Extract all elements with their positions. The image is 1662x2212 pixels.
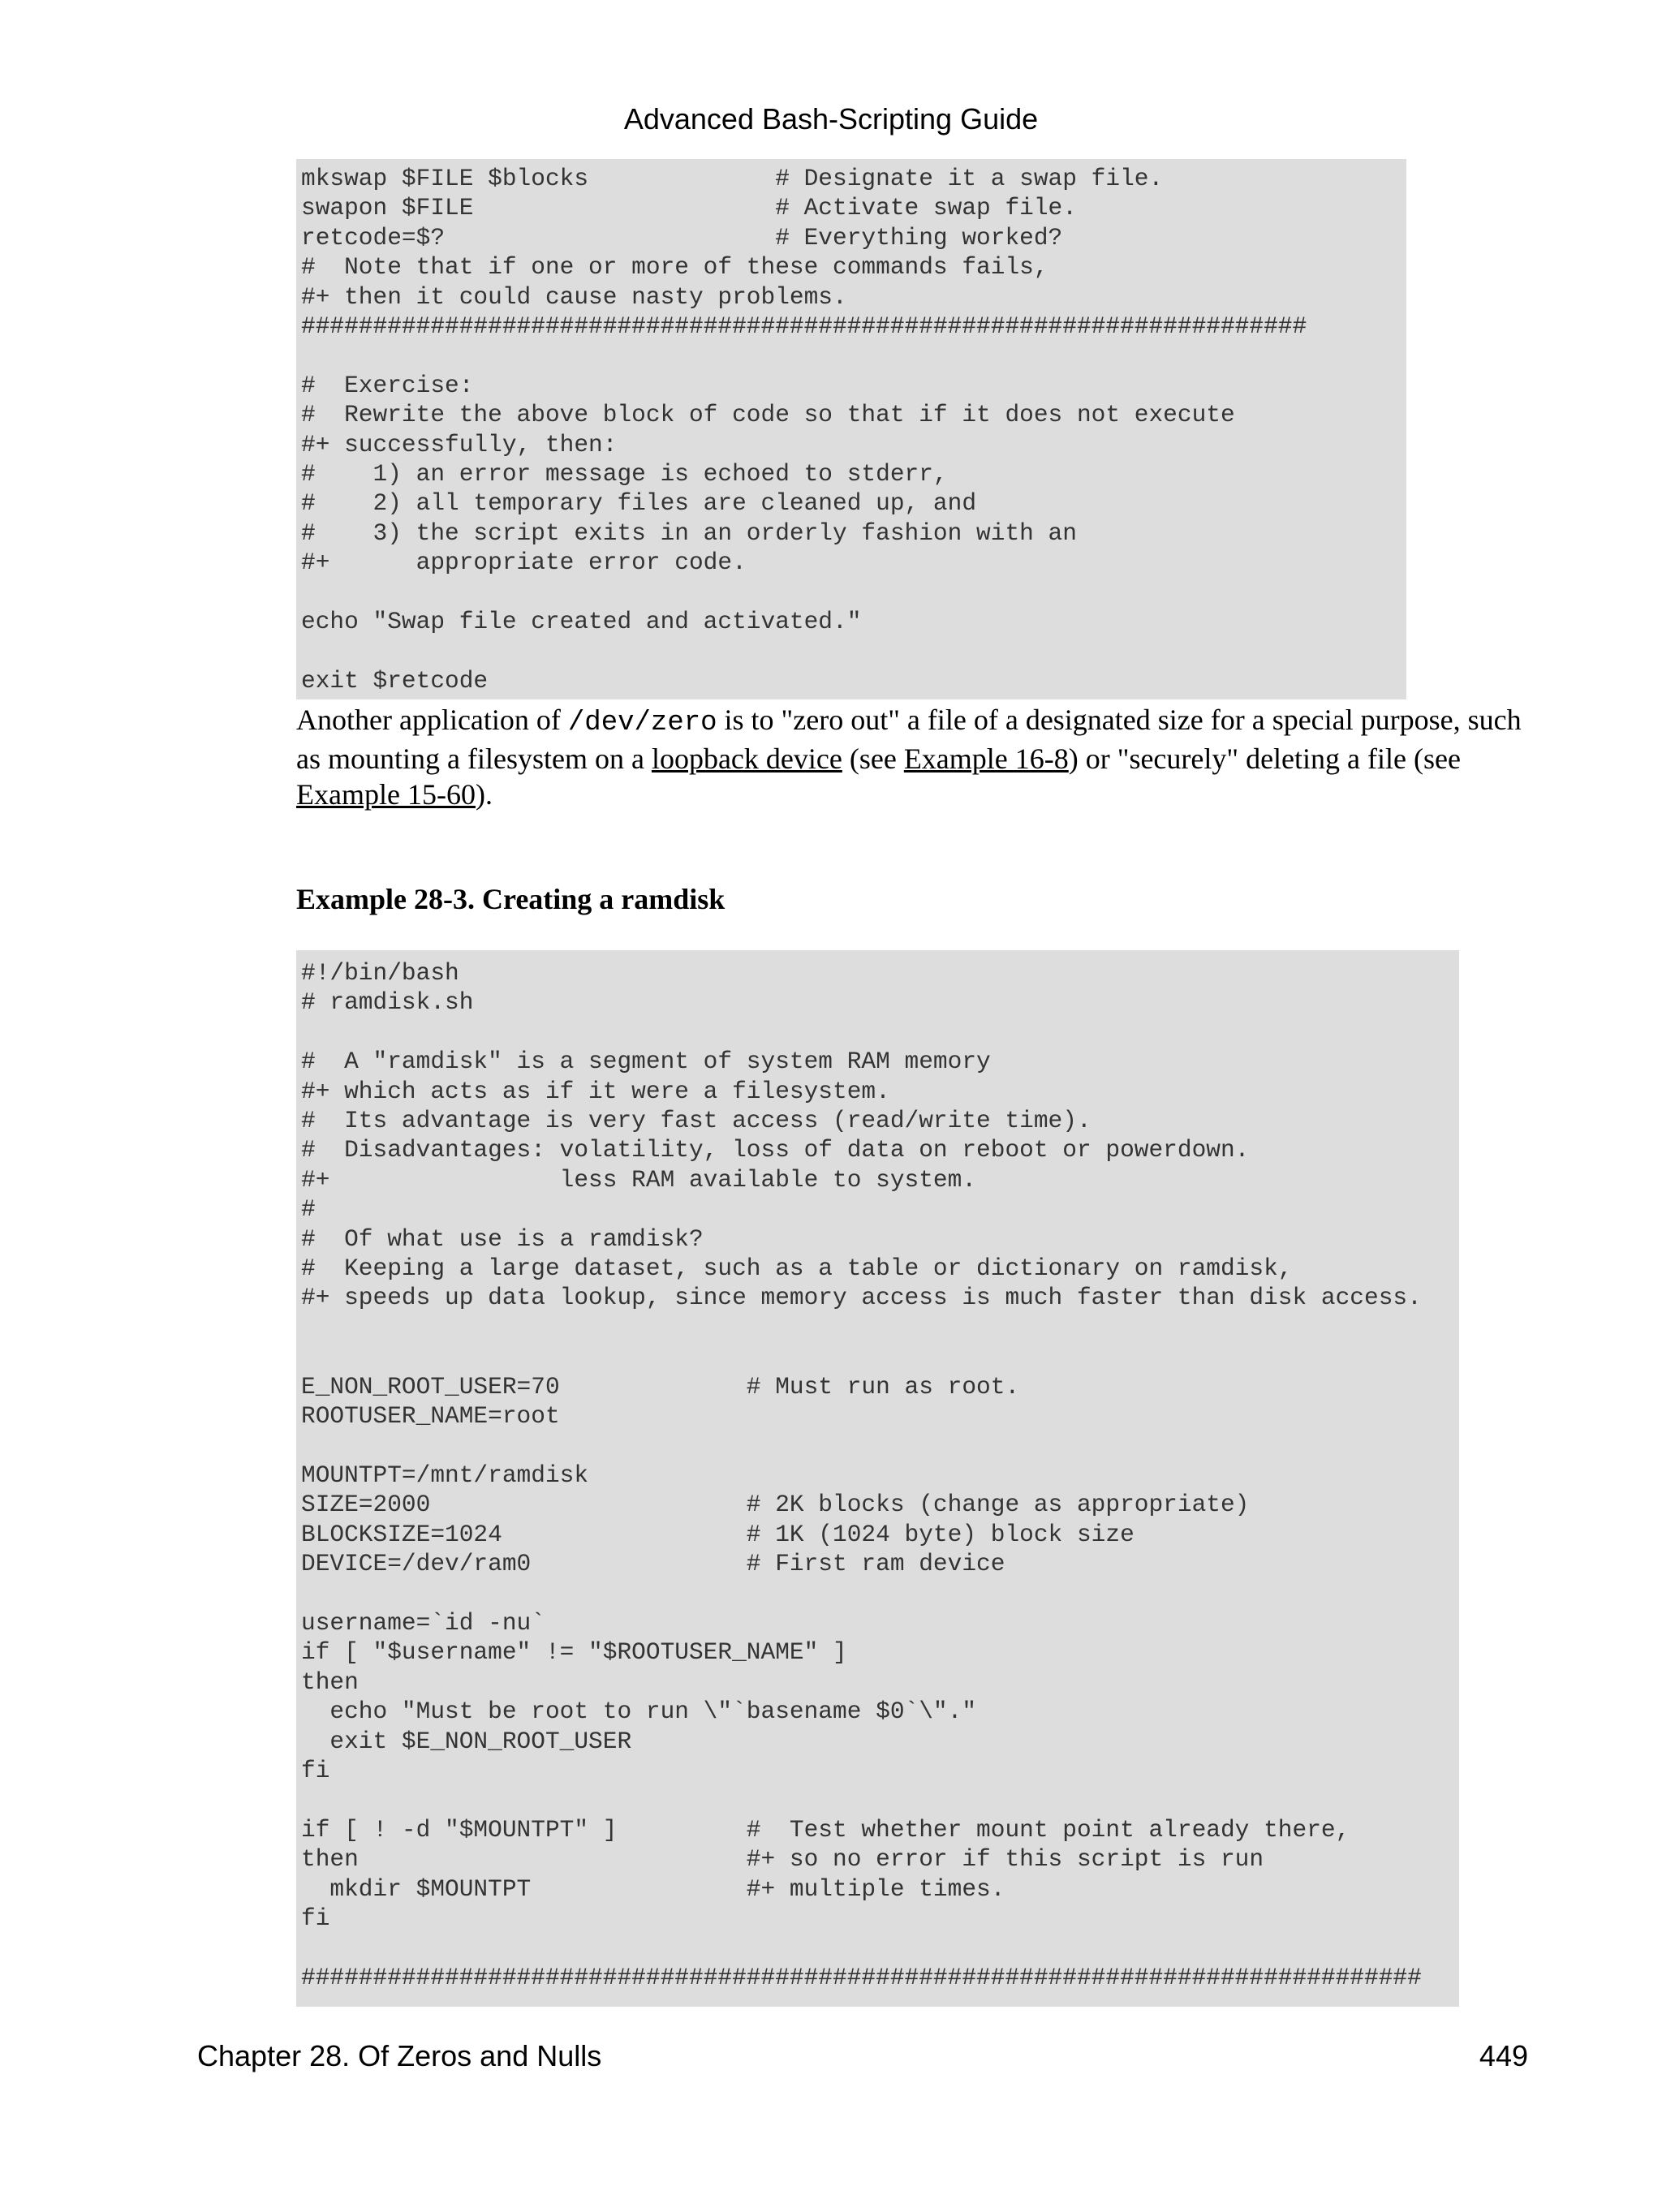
paragraph-text: ). [475,778,493,811]
inline-code-dev-zero: /dev/zero [567,708,717,738]
link-example-15-60[interactable]: Example 15-60 [296,778,476,811]
paragraph-text: (see [842,742,904,775]
example-title: Example 28-3. Creating a ramdisk [296,883,726,915]
paragraph-text: is to "zero out" a file of a designated size for a special purpose, such as mounting a filesystem on a [296,704,1522,775]
code-block-ramdisk: #!/bin/bash # ramdisk.sh # A "ramdisk" is a segment of system RAM memory #+ which acts as if it were a filesystem. # Its advantage is very fast access (read/write time). # Disadvantages: volatility, loss of data on reboot or powerdown. #+ less RAM available to system. # # Of what use is a ramdisk? # Keeping a large dataset, such as a table or dictionary on ramdisk, #+ speeds up data lookup, since memory access is much faster than disk access. E_NON_ROOT_USER=70 # Must run as root. ROOTUSER_NAME=root MOUNTPT=/mnt/ramdisk SIZE=2000 # 2K blocks (change as appropriate) BLOCKSIZE=1024 # 1K (1024 byte) block size DEVICE=/dev/ram0 # First ram device username=`id -nu` if [ "$username" != "$ROOTUSER_NAME" ] then echo "Must be root to run \"`basename $0`\"." exit $E_NON_ROOT_USER fi if [ ! -d "$MOUNTPT" ] # Test whether mount point already there, then #+ so no error if this script is run mkdir $MOUNTPT #+ multiple times. fi ############################################################################## [296,950,1459,2007]
body-paragraph [296,702,1522,812]
paragraph-text: ) or "securely" deleting a file (see [1068,742,1461,775]
link-example-16-8[interactable]: Example 16-8 [903,742,1069,775]
code-block-swapfile: mkswap $FILE $blocks # Designate it a swap file. swapon $FILE # Activate swap file. retcode=$? # Everything worked? # Note that if one or more of these commands fails, #+ then it could cause nasty problems. ###################################################################### # Exercise: # Rewrite the above block of code so that if it does not execute #+ successfully, then: # 1) an error message is echoed to stderr, # 2) all temporary files are cleaned up, and # 3) the script exits in an orderly fashion with an #+ appropriate error code. echo "Swap file created and activated." exit $retcode [296,159,1406,699]
footer-chapter: Chapter 28. Of Zeros and Nulls [197,2039,602,2072]
footer-page-number: 449 [1479,2039,1528,2072]
page-header: Advanced Bash-Scripting Guide [623,102,1039,136]
paragraph-text: Another application of [296,704,568,736]
link-loopback-device[interactable]: loopback device [651,742,842,775]
